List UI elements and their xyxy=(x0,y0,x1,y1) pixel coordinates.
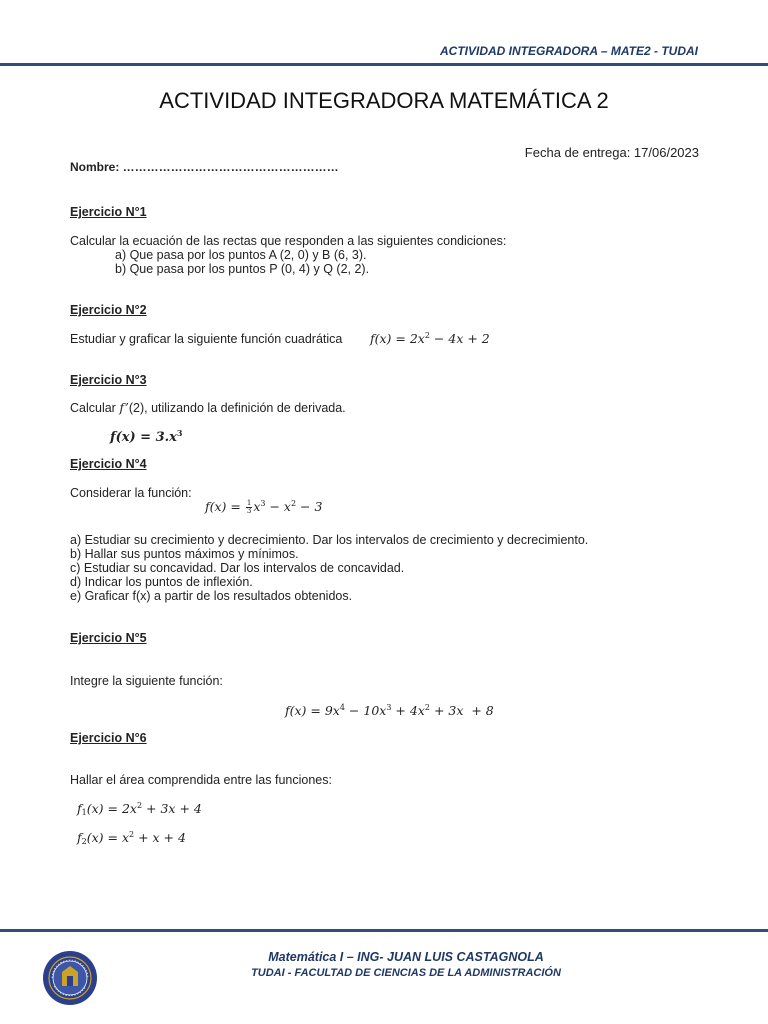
exercise-4-item-c: c) Estudiar su concavidad. Dar los intervalos de concavidad. xyxy=(70,561,405,575)
header-rule xyxy=(0,63,768,66)
exercise-3-intro: Calcular f’(2), utilizando la definición de derivada. xyxy=(70,400,346,415)
name-field-label: Nombre: ……………………………………………… xyxy=(70,160,339,174)
exercise-1-item-b: b) Que pasa por los puntos P (0, 4) y Q (2, 2). xyxy=(115,262,370,276)
exercise-2-title: Ejercicio N°2 xyxy=(70,303,147,317)
exercise-2-intro: Estudiar y graficar la siguiente función cuadrática xyxy=(70,332,343,346)
exercise-4-item-b: b) Hallar sus puntos máximos y mínimos. xyxy=(70,547,299,561)
exercise-2-formula: $f(x) = 2x^2 - 4x + 2$ xyxy=(370,331,490,346)
exercise-4-formula: f(x) = $\frac{1}{3}$ $x^3 - x^2 - 3$ xyxy=(205,499,323,515)
due-date: Fecha de entrega: 17/06/2023 xyxy=(524,145,699,160)
header-text: ACTIVIDAD INTEGRADORA – MATE2 - TUDAI xyxy=(440,44,698,58)
footer-rule xyxy=(0,929,768,932)
exercise-3-title: Ejercicio N°3 xyxy=(70,373,147,387)
exercise-6-intro: Hallar el área comprendida entre las funciones: xyxy=(70,773,332,787)
exercise-4-item-d: d) Indicar los puntos de inflexión. xyxy=(70,575,253,589)
exercise-5-formula: $f(x) = 9x^4 - 10x^3 + 4x^2 + 3x + 8$ xyxy=(285,703,494,718)
exercise-3-formula: $f(x) = 3.x^3$ xyxy=(110,428,183,445)
exercise-4-item-e: e) Graficar f(x) a partir de los resultados obtenidos. xyxy=(70,589,353,603)
footer-line-2: TUDAI - FACULTAD DE CIENCIAS DE LA ADMINISTRACIÓN xyxy=(251,967,561,979)
exercise-5-intro: Integre la siguiente función: xyxy=(70,674,223,688)
exercise-4-item-a: a) Estudiar su crecimiento y decrecimiento. Dar los intervalos de crecimiento y decrecimiento. xyxy=(70,533,589,547)
footer-line-1: Matemática I – ING- JUAN LUIS CASTAGNOLA xyxy=(268,950,544,964)
page-title: ACTIVIDAD INTEGRADORA MATEMÁTICA 2 xyxy=(159,88,609,113)
exercise-6-title: Ejercicio N°6 xyxy=(70,731,147,745)
exercise-6-formula-1: $f_1(x) = 2x^2 + 3x + 4$ xyxy=(77,801,202,817)
exercise-4-intro: Considerar la función: xyxy=(70,486,192,500)
exercise-1-intro: Calcular la ecuación de las rectas que responden a las siguientes condiciones: xyxy=(70,234,507,248)
exercise-5-title: Ejercicio N°5 xyxy=(70,631,147,645)
exercise-4-title: Ejercicio N°4 xyxy=(70,457,147,471)
exercise-1-title: Ejercicio N°1 xyxy=(70,205,147,219)
exercise-1-item-a: a) Que pasa por los puntos A (2, 0) y B (6, 3). xyxy=(115,248,367,262)
exercise-6-formula-2: $f_2(x) = x^2 + x + 4$ xyxy=(77,830,186,846)
